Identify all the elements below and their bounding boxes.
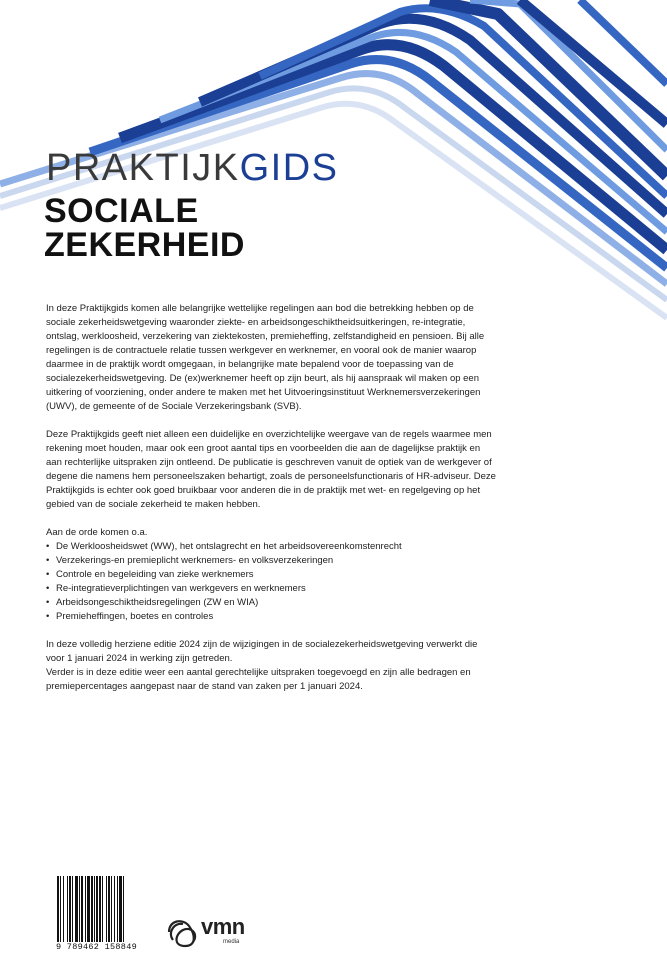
list-item: • Re-integratieverplichtingen van werkgevers en werknemers <box>46 582 496 596</box>
series-logo <box>46 148 339 188</box>
paragraph-description: Deze Praktijkgids geeft niet alleen een duidelijke en overzichtelijke weergave van de regels waarmee men rekening moet houden, maar ook een groot aantal tips en voorbeelden die aan de dagelijkse praktijk en aan rechterlijke uitspraken zijn ontleend. De publicatie is geschreven vanuit de optiek van de werkgever of degene die namens hem personeelszaken behartigt, zoals de personeelsfunctionaris of HR-adviseur. Deze Praktijkgids is echter ook goed bruikbaar voor anderen die in de praktijk met wet- en regelgeving op het gebied van de sociale zekerheid te maken hebben. <box>46 429 496 510</box>
list-item: • Premieheffingen, boetes en controles <box>46 610 496 624</box>
paragraph-edition <box>46 638 496 694</box>
title-line-2: ZEKERHEID <box>44 226 245 264</box>
title-line-1: SOCIALE <box>44 192 199 230</box>
publisher-logo <box>163 912 243 952</box>
list-intro: Aan de orde komen o.a. <box>46 527 148 538</box>
publisher-name: vmn <box>201 914 245 939</box>
publisher-sub: media <box>223 939 240 945</box>
stripe-mid-3 <box>580 0 667 84</box>
series-prefix: PRAKTIJK <box>46 147 240 189</box>
vmn-knot-icon <box>163 912 203 952</box>
book-title <box>44 194 404 262</box>
isbn-barcode <box>56 876 153 952</box>
list-item: • De Werkloosheidswet (WW), het ontslagrecht en het arbeidsovereenkomstenrecht <box>46 540 496 554</box>
topic-list <box>46 540 496 624</box>
isbn-digits: 9 789462 158849 <box>56 942 153 952</box>
list-item: • Verzekerings-en premieplicht werknemers- en volksverzekeringen <box>46 554 496 568</box>
barcode-bars <box>56 876 153 942</box>
paragraph-intro: In deze Praktijkgids komen alle belangrijke wettelijke regelingen aan bod die betrekking hebben op de sociale zekerheidswetgeving waaronder ziekte- en arbeidsongeschiktheidsuitkeringen, re-integratie, ontslag, werkloosheid, verzekering van ziektekosten, premieheffing, zelfstandigheid en pensioen. Bij alle regelingen is de contractuele relatie tussen werkgever en werknemer, en vooral ook de manier waarop daarmee in de praktijk wordt omgegaan, in belangrijke mate bepalend voor de toepassing van de socialezekerheidswetgeving. De (ex)werknemer heeft op zijn beurt, als hij aanspraak wil maken op een uitkering of voorziening, onder andere te maken met het Uitvoeringsinstituut Werknemersverzekeringen (UWV), de gemeente of de Sociale Verzekeringsbank (SVB). <box>46 303 485 412</box>
edition-line-2: Verder is in deze editie weer een aantal gerechtelijke uitspraken toegevoegd en zijn alle bedragen en premiepercentages aangepast naar de stand van zaken per 1 januari 2024. <box>46 667 471 692</box>
edition-line-1: In deze volledig herziene editie 2024 zijn de wijzigingen in de socialezekerheidswetgeving verwerkt die voor 1 januari 2024 in werking zijn getreden. <box>46 639 478 664</box>
list-item: • Controle en begeleiding van zieke werknemers <box>46 568 496 582</box>
series-suffix: GIDS <box>239 147 339 189</box>
blurb <box>46 302 496 694</box>
list-item: • Arbeidsongeschiktheidsregelingen (ZW en WIA) <box>46 596 496 610</box>
